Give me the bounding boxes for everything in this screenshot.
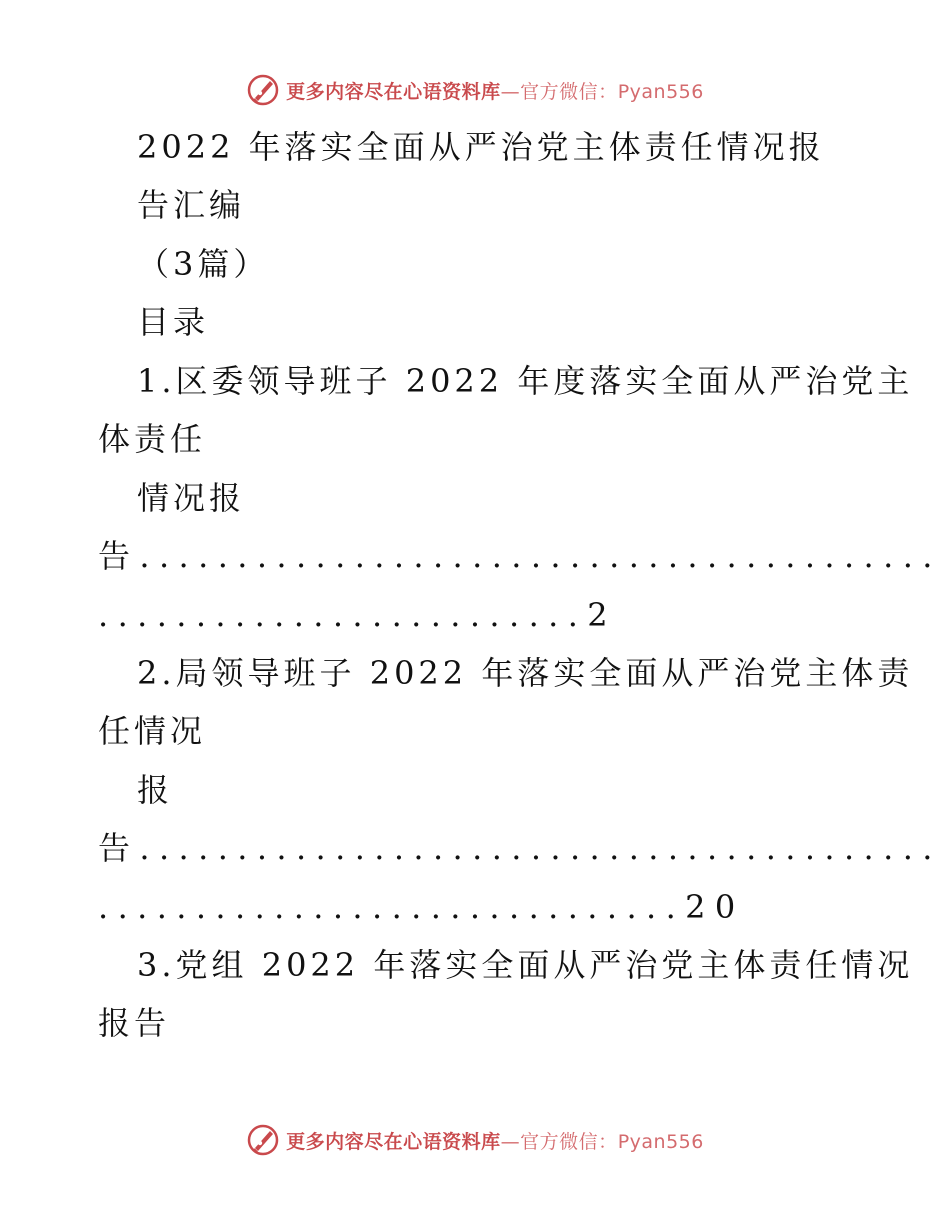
toc-item-1-leader: 告......................................... — [98, 537, 942, 575]
toc-item-2-line-1: 2.局领导班子 2022 年落实全面从严治党主体责 — [137, 654, 914, 692]
watermark-site: 更多内容尽在心语资料库 — [286, 80, 501, 103]
watermark-text — [286, 1127, 704, 1154]
quill-logo-icon — [246, 73, 280, 107]
watermark-contact: 官方微信： — [520, 1130, 618, 1153]
toc-item-1-line-3: 情况报 — [137, 479, 246, 517]
document-title-line-1: 2022 年落实全面从严治党主体责任情况报 — [137, 128, 825, 166]
toc-item-2-line-2: 任情况 — [98, 712, 207, 750]
toc-item-1-line-1: 1.区委领导班子 2022 年度落实全面从严治党主 — [137, 362, 914, 400]
toc-item-2-line-3: 报 — [137, 771, 174, 809]
watermark-wechat-id: Pyan556 — [617, 1130, 704, 1153]
toc-item-1-line-2: 体责任 — [98, 420, 207, 458]
toc-item-3-line-1: 3.党组 2022 年落实全面从严治党主体责任情况 — [137, 946, 914, 984]
footer-watermark — [0, 1122, 950, 1158]
watermark-wechat-id: Pyan556 — [617, 80, 704, 103]
toc-item-2-leader: 告......................................... — [98, 829, 942, 867]
watermark-site: 更多内容尽在心语资料库 — [286, 1130, 501, 1153]
watermark-separator: — — [500, 1130, 521, 1153]
toc-item-1-page: .........................2 — [98, 596, 618, 634]
watermark-separator: — — [500, 80, 521, 103]
document-title-line-2: 告汇编 — [137, 186, 246, 224]
watermark-text — [286, 77, 704, 104]
quill-logo-icon — [246, 1123, 280, 1157]
header-watermark — [0, 72, 950, 108]
toc-item-3-line-2: 报告 — [98, 1004, 171, 1042]
watermark-contact: 官方微信： — [520, 80, 618, 103]
toc-item-2-page: ..............................20 — [98, 888, 745, 926]
document-count-note: （3篇） — [137, 245, 270, 283]
toc-heading: 目录 — [137, 303, 210, 341]
